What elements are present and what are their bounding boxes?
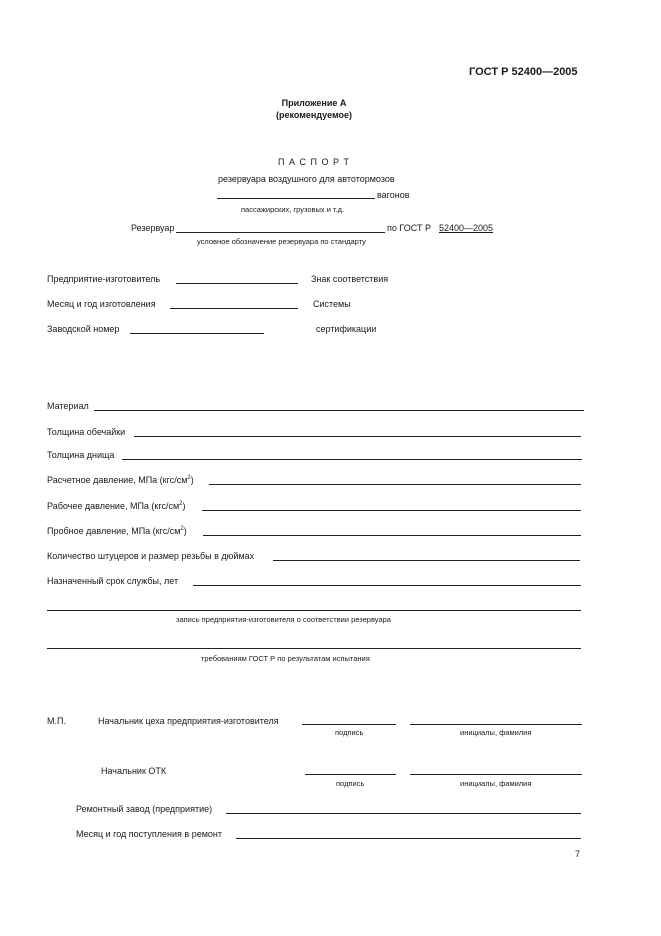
manufacturer-label: Предприятие-изготовитель [47,274,161,284]
certification-mark-line3: сертификации [316,324,377,334]
standard-link[interactable]: 52400—2005 [439,223,494,233]
by-standard-label: по ГОСТ Р [387,223,431,233]
otk-head-signature-field[interactable] [305,774,396,775]
shop-head-initials-hint: инициалы, фамилия [460,728,532,737]
working-pressure-label: Рабочее давление, МПа $(кгс/см^2)$ [47,501,186,511]
service-life-field[interactable] [193,585,581,586]
wagon-type-field[interactable] [217,198,375,199]
shop-head-label: Начальник цеха предприятия-изготовителя [98,716,279,726]
fittings-label: Количество штуцеров и размер резьбы в дюймах [47,551,255,561]
passport-title: П А С П О Р Т [278,157,350,167]
serial-number-field[interactable] [130,333,264,334]
fittings-field[interactable] [273,560,580,561]
conformity-record-field[interactable] [47,610,581,611]
shop-head-name-field[interactable] [410,724,582,725]
certification-mark-line1: Знак соответствия [311,274,389,284]
conformity-hint-1: запись предприятия-изготовителя о соответствии резервуара [176,615,391,624]
material-label: Материал [47,401,89,411]
shop-head-signature-hint: подпись [335,728,364,737]
manufacture-date-label: Месяц и год изготовления [47,299,156,309]
passport-subject: резервуара воздушного для автотормозов [218,174,395,184]
appendix-subtitle: (рекомендуемое) [276,110,352,120]
working-pressure-field[interactable] [202,510,581,511]
manufacture-date-field[interactable] [170,308,298,309]
test-pressure-label: Пробное давление, МПа $(кгс/см^2)$ [47,526,187,536]
repair-arrival-label: Месяц и год поступления в ремонт [76,829,222,839]
shell-thickness-field[interactable] [134,436,581,437]
repair-plant-field[interactable] [226,813,581,814]
reservoir-designation-field[interactable] [176,232,385,233]
conformity-requirements-field[interactable] [47,648,581,649]
otk-head-name-field[interactable] [410,774,582,775]
reservoir-hint: условное обозначение резервуара по стандарту [197,237,366,246]
conformity-hint-2: требованиям ГОСТ Р по результатам испытания [201,654,370,663]
page-number: 7 [575,849,581,859]
wagons-suffix: вагонов [377,190,410,200]
service-life-label: Назначенный срок службы, лет [47,576,179,586]
otk-head-initials-hint: инициалы, фамилия [460,779,532,788]
serial-number-label: Заводской номер [47,324,120,334]
design-pressure-label: Расчетное давление, МПа $(кгс/см^2)$ [47,475,194,485]
manufacturer-field[interactable] [176,283,298,284]
material-field[interactable] [94,410,584,411]
repair-plant-label: Ремонтный завод (предприятие) [76,804,213,814]
repair-arrival-field[interactable] [236,838,581,839]
design-pressure-field[interactable] [209,484,581,485]
certification-mark-line2: Системы [313,299,351,309]
test-pressure-field[interactable] [203,535,581,536]
document-code: ГОСТ Р 52400—2005 [469,66,578,78]
reservoir-label: Резервуар [131,223,175,233]
bottom-thickness-label: Толщина днища [47,450,115,460]
shop-head-signature-field[interactable] [302,724,396,725]
appendix-title: Приложение А [281,98,347,108]
stamp-place: М.П. [47,716,66,726]
wagons-hint: пассажирских, грузовых и т.д. [241,205,345,214]
shell-thickness-label: Толщина обечайки [47,427,126,437]
otk-head-label: Начальник ОТК [101,766,167,776]
bottom-thickness-field[interactable] [122,459,582,460]
otk-head-signature-hint: подпись [336,779,365,788]
